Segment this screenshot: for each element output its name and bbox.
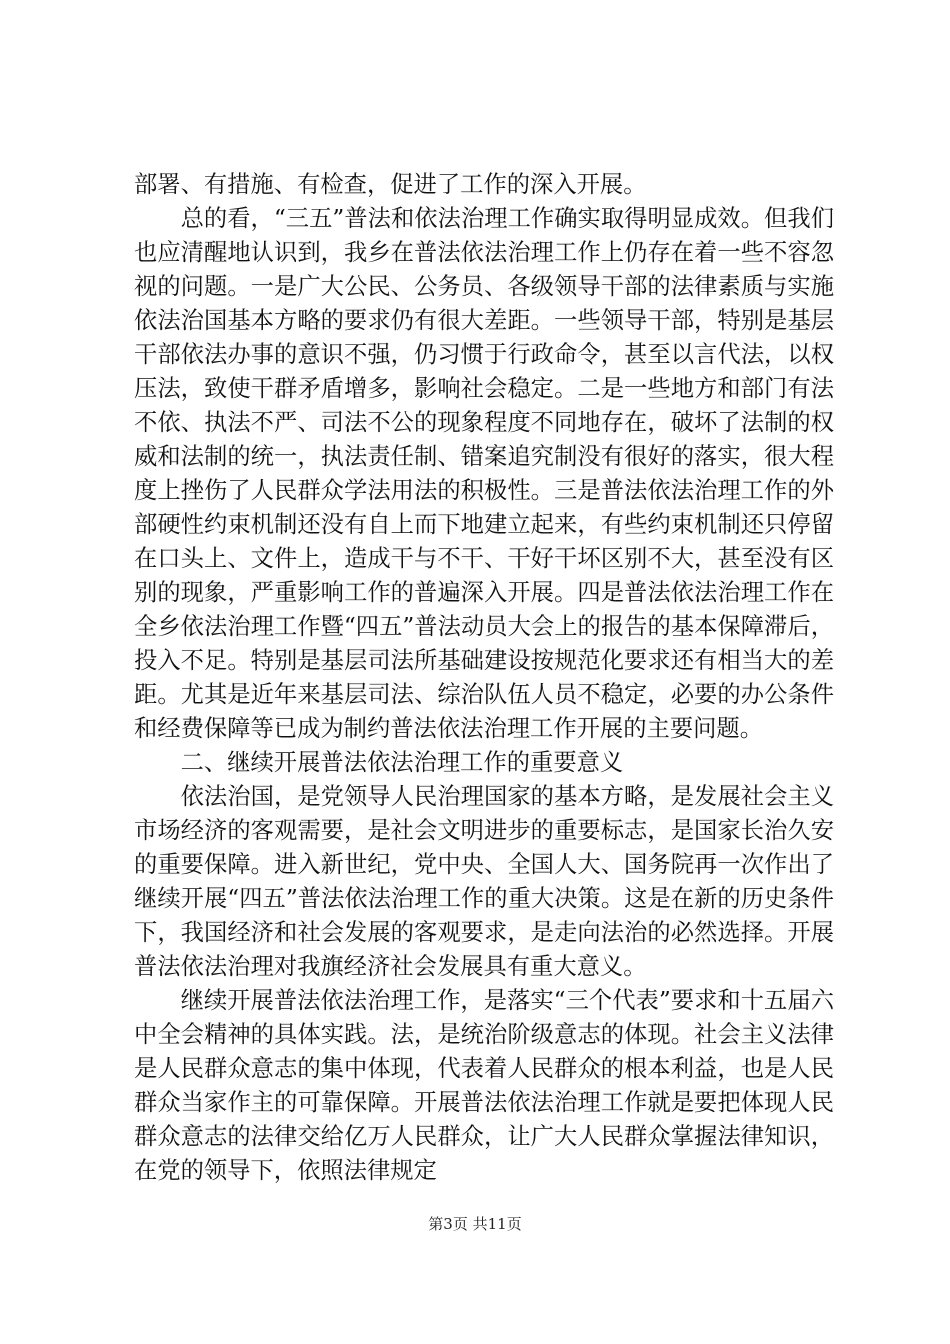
paragraph-1: 部署、有措施、有检查，促进了工作的深入开展。 [134, 171, 647, 198]
document-body [134, 168, 834, 1188]
paragraph-2: 总的看，“三五”普法和依法治理工作确实取得明显成效。但我们也应清醒地认识到，我乡在普法依法治理工作上仍存在着一些不容忽视的问题。一是广大公民、公务员、各级领导干部的法律素质与实施依法治国基本方略的要求仍有很大差距。一些领导干部，特别是基层干部依法办事的意识不强，仍习惯于行政命令，甚至以言代法，以权压法，致使干群矛盾增多，影响社会稳定。二是一些地方和部门有法不依、执法不严、司法不公的现象程度不同地存在，破坏了法制的权威和法制的统一，执法责任制、错案追究制没有很好的落实，很大程度上挫伤了人民群众学法用法的积极性。三是普法依法治理工作的外部硬性约束机制还没有自上而下地建立起来，有些约束机制还只停留在口头上、文件上，造成干与不干、干好干坏区别不大，甚至没有区别的现象，严重影响工作的普遍深入开展。四是普法依法治理工作在全乡依法治理工作暨“四五”普法动员大会上的报告的基本保障滞后，投入不足。特别是基层司法所基础建设按规范化要求还有相当大的差距。尤其是近年来基层司法、综治队伍人员不稳定，必要的办公条件和经费保障等已成为制约普法依法治理工作开展的主要问题。 [134, 205, 834, 742]
paragraph-3: 依法治国，是党领导人民治理国家的基本方略，是发展社会主义市场经济的客观需要，是社会文明进步的重要标志，是国家长治久安的重要保障。进入新世纪，党中央、全国人大、国务院再一次作出了继续开展“四五”普法依法治理工作的重大决策。这是在新的历史条件下，我国经济和社会发展的客观要求，是走向法治的必然选择。开展普法依法治理对我旗经济社会发展具有重大意义。 [134, 783, 834, 980]
page-number-footer: 第3页 共11页 [428, 1215, 522, 1233]
section-heading: 二、继续开展普法依法治理工作的重要意义 [180, 749, 624, 776]
paragraph-4: 继续开展普法依法治理工作，是落实“三个代表”要求和十五届六中全会精神的具体实践。法，是统治阶级意志的体现。社会主义法律是人民群众意志的集中体现，代表着人民群众的根本利益，也是人民群众当家作主的可靠保障。开展普法依法治理工作就是要把体现人民群众意志的法律交给亿万人民群众，让广大人民群众掌握法律知识，在党的领导下，依照法律规定 [134, 987, 834, 1184]
